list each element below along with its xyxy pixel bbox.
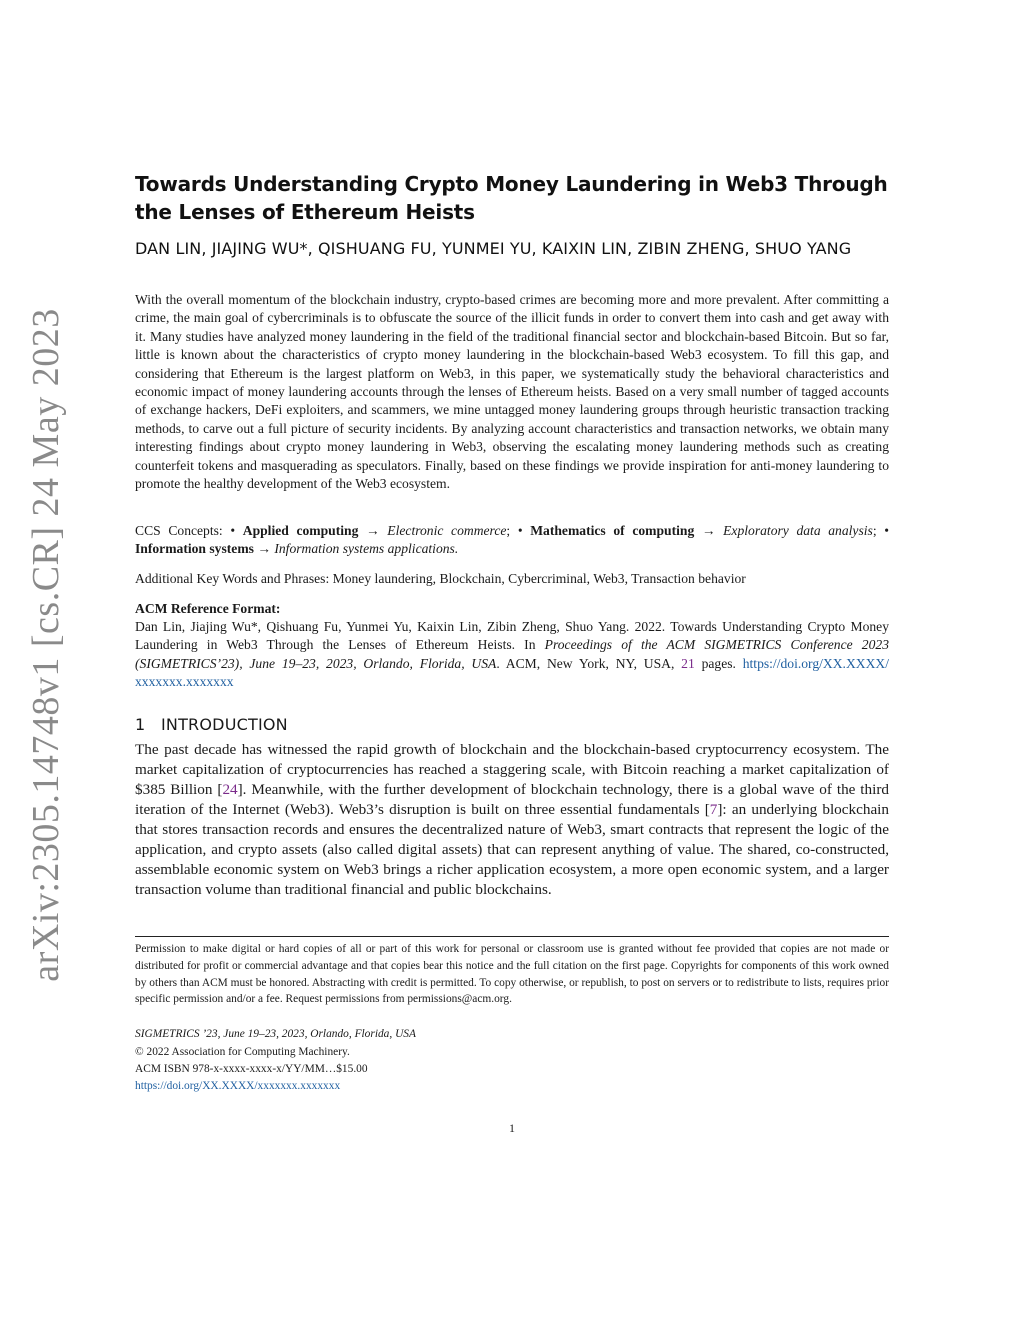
section-number: 1 xyxy=(135,715,146,734)
citation-link[interactable]: 24 xyxy=(222,781,238,798)
acm-reference-text: pages. xyxy=(694,655,743,671)
citation-link[interactable]: 7 xyxy=(709,801,718,818)
ccs-arrow: → xyxy=(358,523,388,538)
section-title: INTRODUCTION xyxy=(161,715,288,734)
ccs-prefix: CCS Concepts: • xyxy=(135,523,243,538)
ccs-concept-2: Mathematics of computing xyxy=(530,523,695,538)
section-heading-introduction xyxy=(135,714,288,736)
footnote-divider xyxy=(135,936,889,937)
acm-reference-text: Dan Lin, Jiajing Wu*, Qishuang Fu, Yunmei Yu, Kaixin Lin, Zibin Zheng, Shuo Yang. 2022. Towards Understanding Crypto Money Laundering in Web3 Through the Lenses of Ethereum Heists. In xyxy=(135,619,889,653)
ccs-subconcept-1: Electronic commerce xyxy=(387,523,507,538)
acm-reference-heading: ACM Reference Format: xyxy=(135,601,281,616)
ccs-concept-1: Applied computing xyxy=(242,523,359,538)
acm-reference-venue: Proceedings of the ACM SIGMETRICS Conference 2023 (SIGMETRICS’23), June 19–23, 2023, Orlando, Florida, USA xyxy=(135,637,889,671)
ccs-arrow: → xyxy=(253,541,275,557)
introduction-paragraph xyxy=(135,740,889,900)
ccs-arrow: → xyxy=(694,523,724,538)
page-number: 1 xyxy=(509,1121,515,1135)
ccs-separator: ; • xyxy=(506,523,531,538)
author-list: DAN LIN, JIAJING WU*, QISHUANG FU, YUNMEI YU, KAIXIN LIN, ZIBIN ZHENG, SHUO YANG xyxy=(135,239,852,258)
ccs-concepts xyxy=(135,522,889,559)
conference-line: SIGMETRICS ’23, June 19–23, 2023, Orlando, Florida, USA xyxy=(135,1028,416,1040)
intro-text: The past decade has witnessed the rapid growth of blockchain and the blockchain-based cryptocurrency ecosystem. The market capitalization of cryptocurrencies has reached a staggering scale, with Bitcoin reaching a market capitalization of $385 Billion [ xyxy=(135,741,889,798)
page-count-link[interactable]: 21 xyxy=(681,655,695,671)
acm-reference-text: . ACM, New York, NY, USA, xyxy=(496,655,682,671)
intro-text: ]. Meanwhile, with the further development of blockchain technology, there is a global wave of the third iteration of the Internet (Web3). Web3’s disruption is built on three essential fundamentals [ xyxy=(135,781,889,818)
copyright-line: © 2022 Association for Computing Machinery. xyxy=(135,1046,350,1058)
arxiv-identifier-stamp: arXiv:2305.14748v1 [cs.CR] 24 May 2023 xyxy=(25,308,67,982)
permission-notice: Permission to make digital or hard copies of all or part of this work for personal or classroom use is granted without fee provided that copies are not made or distributed for profit or commercial advantage and that copies bear this notice and the full citation on the first page. Copyrights for components of this work owned by others than ACM must be honored. Abstracting with credit is permitted. To copy otherwise, or republish, to post on servers or to redistribute to lists, requires prior specific permission and/or a fee. Request permissions from permissions@acm.org. xyxy=(135,943,889,1006)
keywords: Additional Key Words and Phrases: Money laundering, Blockchain, Cybercriminal, Web3, Transaction behavior xyxy=(135,571,746,586)
paper-title: Towards Understanding Crypto Money Laundering in Web3 Through the Lenses of Ethereum Heists xyxy=(135,172,888,224)
ccs-separator: ; • xyxy=(872,523,890,538)
ccs-concept-3: Information systems xyxy=(135,541,254,557)
footnote-doi-link[interactable]: https://doi.org/XX.XXXX/xxxxxxx.xxxxxxx xyxy=(135,1080,341,1092)
doi-link[interactable]: https://doi.org/XX.XXXX/ xxxxxxx.xxxxxxx xyxy=(135,655,889,690)
acm-reference xyxy=(135,618,889,692)
ccs-subconcept-3: Information systems applications. xyxy=(274,541,459,557)
ccs-subconcept-2: Exploratory data analysis xyxy=(723,523,873,538)
isbn-line: ACM ISBN 978-x-xxxx-xxxx-x/YY/MM…$15.00 xyxy=(135,1063,368,1075)
abstract: With the overall momentum of the blockchain industry, crypto-based crimes are becoming more and more prevalent. After committing a crime, the main goal of cybercriminals is to obfuscate the source of the illicit funds in order to convert them into cash and get away with it. Many studies have analyzed money laundering in the field of the traditional financial sector and blockchain-based Bitcoin. But so far, little is known about the characteristics of crypto money laundering in the blockchain-based Web3 ecosystem. To fill this gap, and considering that Ethereum is the largest platform on Web3, in this paper, we systematically study the behavioral characteristics and economic impact of money laundering accounts through the lenses of Ethereum heists. Based on a very small number of tagged accounts of exchange hackers, DeFi exploiters, and scammers, we mine untagged money laundering groups through heuristic transaction tracking methods, to carve out a full picture of security incidents. By analyzing account characteristics and transaction networks, we obtain many interesting findings about crypto money laundering in Web3, observing the escalating money laundering methods such as creating counterfeit tokens and masquerading as speculators. Finally, based on these findings we provide inspiration for anti-money laundering to promote the healthy development of the Web3 ecosystem. xyxy=(135,292,889,492)
intro-text: ]: an underlying blockchain that stores transaction records and ensures the decentralized nature of Web3, smart contracts that represent the logic of the application, and crypto assets (also called digital assets) that can represent anything of value. The shared, co-constructed, assemblable economic system on Web3 brings a richer application ecosystem, a more open economic system, and a larger transaction volume than traditional financial and public blockchains. xyxy=(135,801,889,898)
